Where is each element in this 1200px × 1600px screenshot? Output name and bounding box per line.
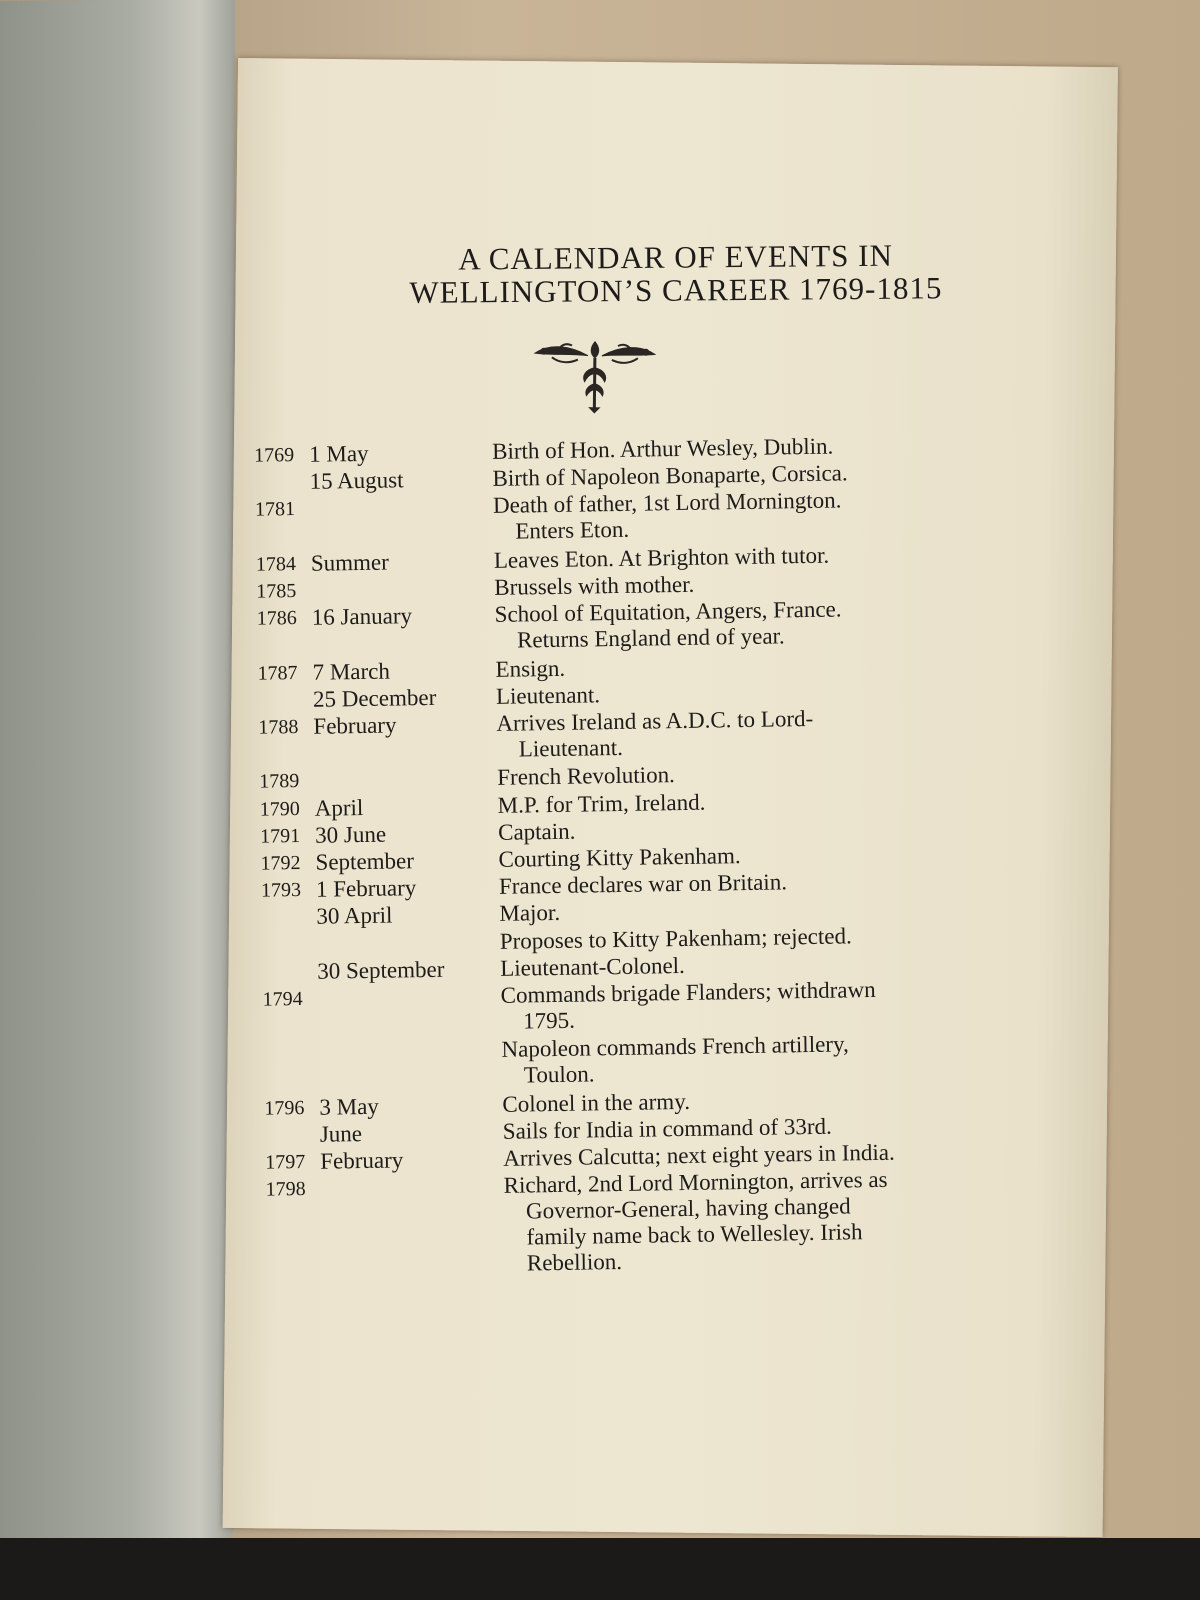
event-year: 1796: [264, 1096, 305, 1120]
event-date: 3 May: [319, 1093, 380, 1120]
event-description-line: Lieutenant.: [518, 734, 624, 762]
event-description: [500, 976, 956, 1035]
event-year: [234, 469, 294, 470]
event-description-line: Major.: [499, 900, 561, 927]
event-year: [242, 932, 302, 933]
event-description-line: Birth of Napoleon Bonaparte, Corsica.: [492, 460, 848, 492]
book-page: [223, 58, 1118, 1537]
event-year: 1790: [259, 797, 300, 821]
event-date: Summer: [310, 549, 390, 576]
event-description-line: Lieutenant.: [495, 682, 601, 709]
event-year: 1798: [265, 1178, 306, 1201]
event-description-line: Richard, 2nd Lord Mornington, arrives as: [503, 1167, 888, 1199]
event-description-line: Birth of Hon. Arthur Wesley, Dublin.: [491, 433, 834, 464]
event-description-line: Returns England end of year.: [516, 623, 785, 653]
event-date: April: [314, 794, 364, 821]
event-description-line: Arrives Calcutta; next eight years in India.: [503, 1139, 895, 1172]
event-year: [242, 959, 302, 960]
event-date: 25 December: [312, 684, 437, 712]
event-description-line: French Revolution.: [497, 762, 676, 791]
page-title: [295, 237, 1056, 310]
event-date: 30 April: [316, 902, 393, 930]
event-description-line: Courting Kitty Pakenham.: [498, 843, 741, 872]
events-list: [234, 429, 1114, 1276]
event-year: 1794: [262, 987, 303, 1011]
event-date: September: [315, 848, 415, 875]
event-date: 30 June: [314, 821, 387, 848]
event-year: 1769: [253, 444, 295, 467]
event-year: [241, 904, 301, 905]
event-description-line: Ensign.: [495, 655, 566, 682]
event-description-line: Proposes to Kitty Pakenham; rejected.: [499, 922, 852, 954]
event-year: 1788: [258, 716, 299, 739]
event-date: 1 May: [308, 440, 369, 467]
event-year: 1785: [256, 580, 297, 603]
event-description-line: Lieutenant-Colonel.: [500, 952, 686, 981]
event-description-line: Rebellion.: [526, 1249, 623, 1276]
event-description: [493, 486, 949, 545]
event-date: [318, 1037, 488, 1040]
event-description: [496, 704, 952, 763]
event-description-line: Captain.: [497, 818, 576, 845]
facing-page: [0, 0, 235, 1561]
event-description-line: Commands brigade Flanders; withdrawn: [500, 976, 876, 1008]
event-year: 1781: [254, 498, 296, 522]
event-year: 1787: [257, 661, 298, 685]
page-title-line-1: A CALENDAR OF EVENTS IN: [458, 237, 894, 277]
event-year: 1797: [265, 1151, 306, 1174]
event-year: 1784: [255, 552, 297, 576]
event-year: 1789: [259, 770, 300, 794]
event-date: 7 March: [312, 658, 391, 685]
event-date: [314, 765, 484, 768]
event-description-line: M.P. for Trim, Ireland.: [497, 789, 706, 818]
event-description-line: Sails for India in command of 33rd.: [502, 1113, 832, 1144]
event-date: 1 February: [315, 875, 417, 902]
event-date: February: [313, 712, 397, 739]
event-description-line: Enters Eton.: [515, 517, 630, 544]
event-date: 15 August: [309, 467, 404, 494]
event-year: [243, 1040, 303, 1041]
event-description-line: Death of father, 1st Lord Mornington.: [492, 487, 842, 519]
event-date: February: [320, 1147, 404, 1174]
event-year: 1791: [259, 824, 301, 848]
event-description-line: Governor-General, having changed: [525, 1193, 851, 1224]
event-date: 30 September: [317, 956, 445, 984]
event-description-line: Colonel in the army.: [502, 1088, 691, 1117]
event-description-line: School of Equitation, Angers, France.: [494, 596, 842, 628]
bottom-shadow: [0, 1538, 1200, 1600]
event-date: 16 January: [311, 603, 413, 630]
event-description-line: family name back to Wellesley. Irish: [526, 1219, 863, 1250]
event-row: [234, 429, 1114, 467]
event-description-line: Arrives Ireland as A.D.C. to Lord-: [496, 705, 814, 736]
event-year: 1786: [256, 607, 297, 630]
floral-fleuron-icon: [529, 333, 660, 414]
event-description-line: France declares war on Britain.: [498, 869, 788, 900]
event-date: June: [319, 1121, 363, 1147]
event-description: [503, 1166, 960, 1277]
event-description-line: 1795.: [522, 1007, 576, 1034]
event-description-line: Toulon.: [523, 1061, 595, 1088]
event-year: 1793: [260, 879, 302, 902]
event-description: [494, 595, 950, 654]
event-year: [238, 687, 298, 688]
page-title-line-2: WELLINGTON’S CAREER 1769-1815: [409, 270, 943, 310]
event-description-line: Napoleon commands French artillery,: [501, 1031, 849, 1063]
event-description-line: Leaves Eton. At Brighton with tutor.: [493, 542, 830, 573]
event-description-line: Brussels with mother.: [494, 571, 695, 600]
event-description: [501, 1030, 957, 1089]
event-year: 1792: [260, 851, 301, 875]
event-year: [245, 1122, 305, 1123]
